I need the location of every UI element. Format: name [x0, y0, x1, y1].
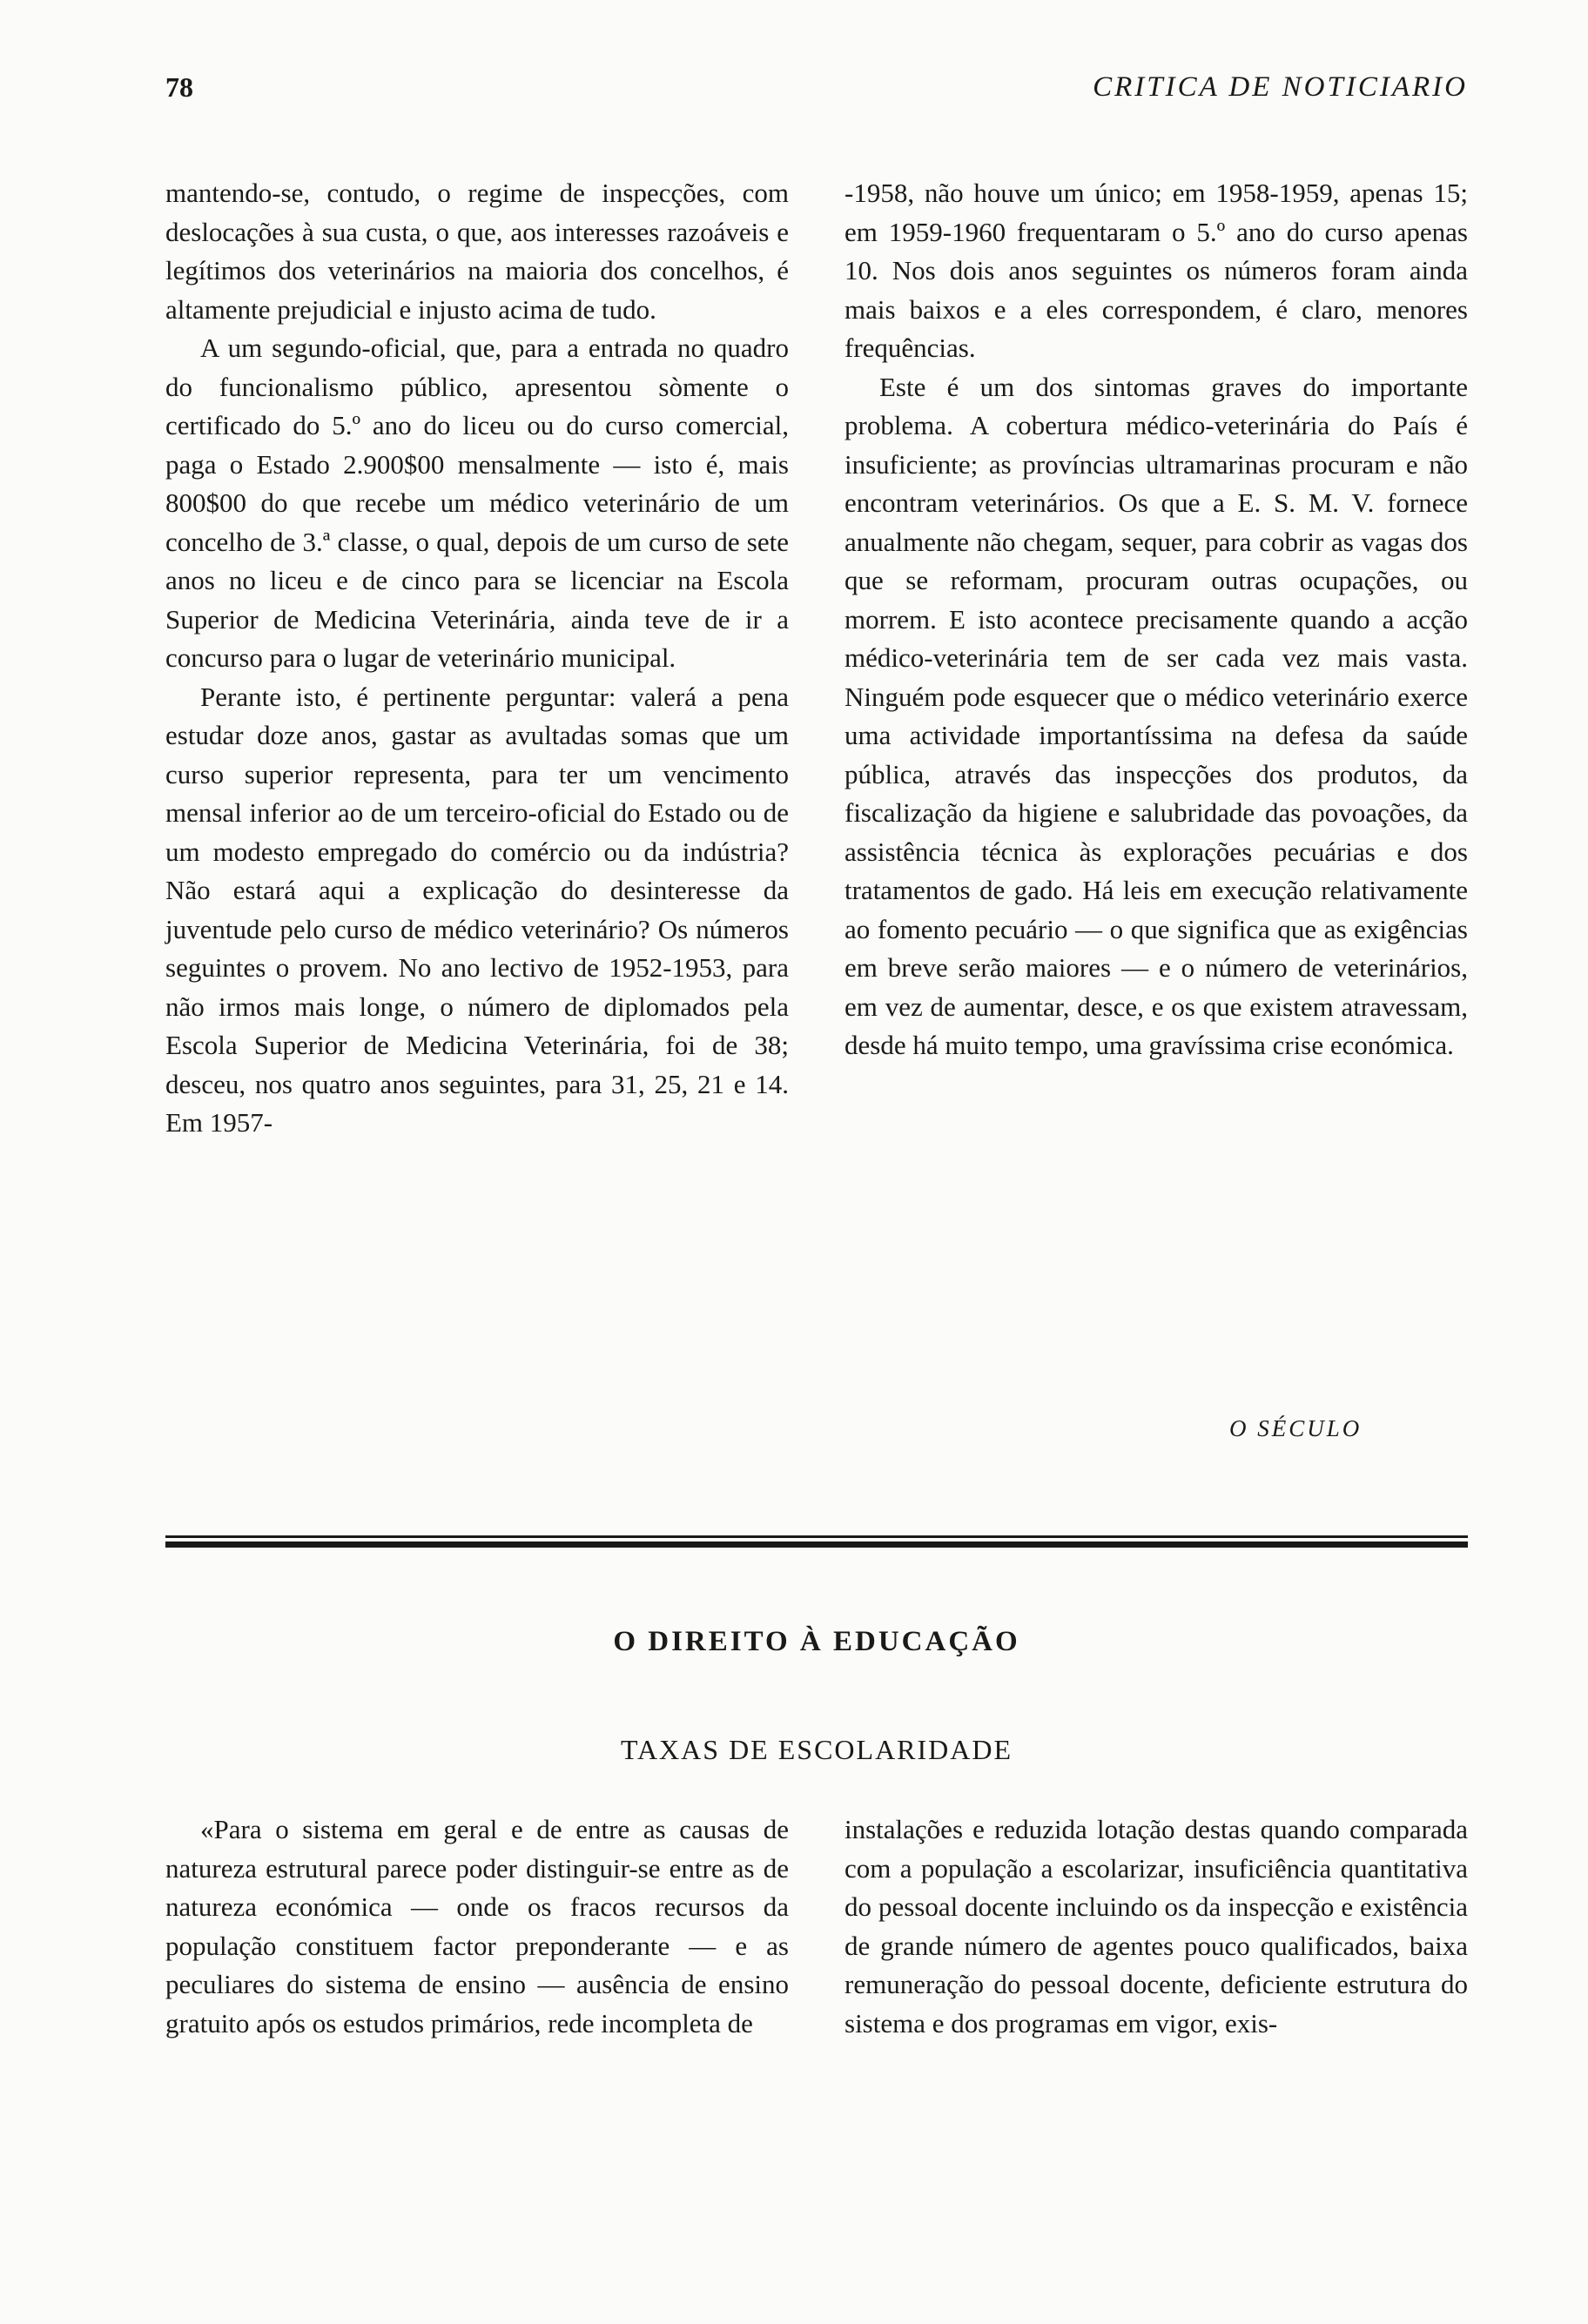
- page-number: 78: [165, 71, 193, 103]
- article-signature: O SÉCULO: [1229, 1415, 1363, 1441]
- page-header: [165, 71, 1468, 115]
- article2-left-column: [165, 1810, 789, 2043]
- article1-right-column: [844, 174, 1468, 1065]
- section-title: O DIREITO À EDUCAÇÃO: [613, 1626, 1020, 1657]
- section-divider-thick: [165, 1541, 1468, 1548]
- paragraph: «Para o sistema em geral e de entre as causas de natureza estrutural parece poder distinguir-se entre as de natureza económica — onde os fracos recursos da população constituem factor preponderante — e as peculiares do sistema de ensino — ausência de ensino gratuito após os estudos primários, rede incompleta de: [165, 1814, 789, 2039]
- article1-left-column: [165, 174, 789, 1143]
- section-divider-thin: [165, 1535, 1468, 1538]
- article2-right-column: [844, 1810, 1468, 2043]
- running-title: CRITICA DE NOTICIARIO: [1093, 71, 1468, 103]
- paragraph: -1958, não houve um único; em 1958-1959, apenas 15; em 1959-1960 frequentaram o 5.º ano do curso apenas 10. Nos dois anos seguintes os números foram ainda mais baixos e a eles correspondem, é claro, menores frequências.: [844, 178, 1468, 363]
- paragraph: Perante isto, é pertinente perguntar: valerá a pena estudar doze anos, gastar as avultadas somas que um curso superior representa, para ter um vencimento mensal inferior ao de um terceiro-oficial do Estado ou de um modesto empregado do comércio ou da indústria? Não estará aqui a explicação do desinteresse da juventude pelo curso de médico veterinário? Os números seguintes o provem. No ano lectivo de 1952-1953, para não irmos mais longe, o número de diplomados pela Escola Superior de Medicina Veterinária, foi de 38; desceu, nos quatro anos seguintes, para 31, 25, 21 e 14. Em 1957-: [165, 681, 789, 1138]
- section-subtitle: TAXAS DE ESCOLARIDADE: [620, 1734, 1013, 1765]
- paragraph: Este é um dos sintomas graves do importante problema. A cobertura médico-veterinária do País é insuficiente; as províncias ultramarinas procuram e não encontram veterinários. Os que a E. S. M. V. fornece anualmente não chegam, sequer, para cobrir as vagas dos que se reformam, procuram outras ocupações, ou morrem. E isto acontece precisamente quando a acção médico-veterinária tem de ser cada vez mais vasta. Ninguém pode esquecer que o médico veterinário exerce uma actividade importantíssima na defesa da saúde pública, através das inspecções dos produtos, da fiscalização da higiene e salubridade das povoações, da assistência técnica às explorações pecuárias e dos tratamentos de gado. Há leis em execução relativamente ao fomento pecuário — o que significa que as exigências em breve serão maiores — e o número de veterinários, em vez de aumentar, desce, e os que existem atravessam, desde há muito tempo, uma gravíssima crise económica.: [844, 371, 1468, 1060]
- paragraph: instalações e reduzida lotação destas quando comparada com a população a escolarizar, insuficiência quantitativa do pessoal docente incluindo os da inspecção e existência de grande número de agentes pouco qualificados, baixa remuneração do pessoal docente, deficiente estrutura do sistema e dos programas em vigor, exis-: [844, 1814, 1468, 2039]
- paragraph: A um segundo-oficial, que, para a entrada no quadro do funcionalismo público, apresentou sòmente o certificado do 5.º ano do liceu ou do curso comercial, paga o Estado 2.900$00 mensalmente — isto é, mais 800$00 do que recebe um médico veterinário de um concelho de 3.ª classe, o qual, depois de um curso de sete anos no liceu e de cinco para se licenciar na Escola Superior de Medicina Veterinária, ainda teve de ir a concurso para o lugar de veterinário municipal.: [165, 332, 789, 673]
- paragraph: mantendo-se, contudo, o regime de inspecções, com deslocações à sua custa, o que, aos interesses razoáveis e legítimos dos veterinários na maioria dos concelhos, é altamente prejudicial e injusto acima de tudo.: [165, 178, 789, 325]
